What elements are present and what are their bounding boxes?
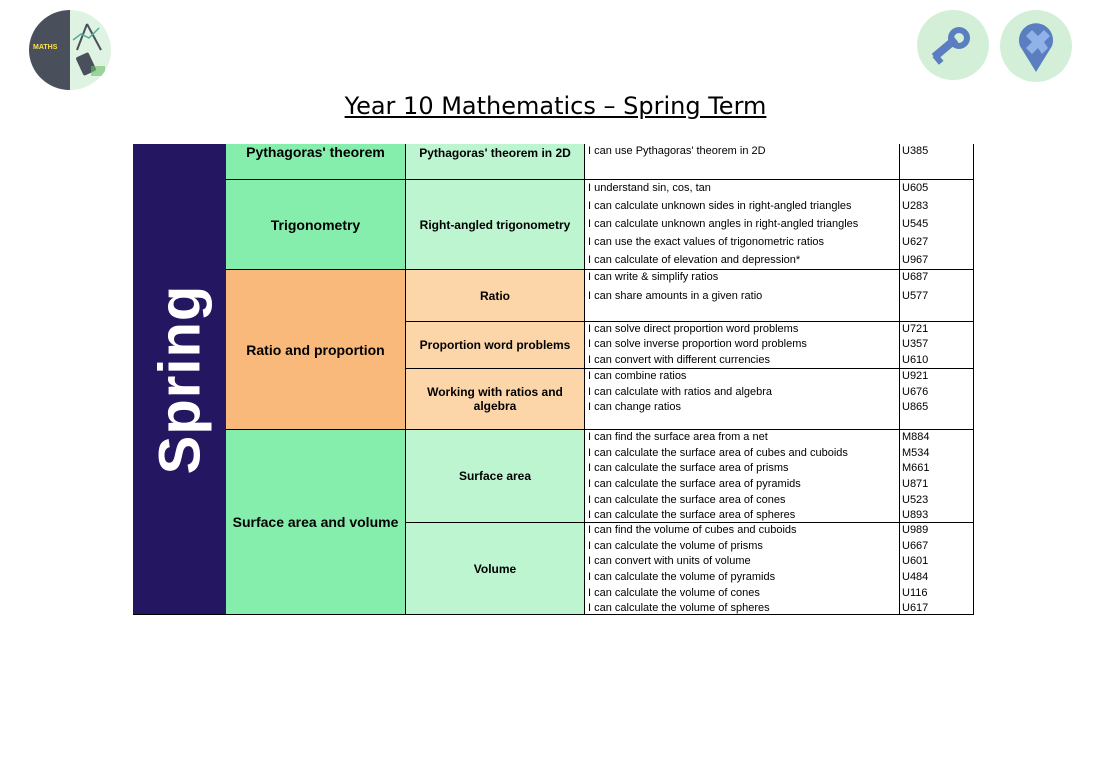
logo-text: MATHS [33, 44, 58, 51]
statement: I can calculate the volume of spheres [588, 602, 770, 614]
statement: I can calculate of elevation and depression* [588, 254, 801, 266]
skill-code: U545 [902, 218, 929, 230]
skill-code: U283 [902, 200, 929, 212]
location-logo [1000, 10, 1072, 82]
skill-code: M884 [902, 431, 930, 443]
group-divider [585, 368, 974, 369]
code-column-divider [899, 144, 900, 615]
skill-code: U601 [902, 555, 929, 567]
statement: I can calculate the surface area of prisms [588, 462, 789, 474]
skill-code: U577 [902, 290, 929, 302]
statement: I can convert with different currencies [588, 354, 770, 366]
skill-code: U893 [902, 509, 929, 521]
skill-code: U921 [902, 370, 929, 382]
skill-code: M534 [902, 447, 930, 459]
statement: I can calculate the surface area of spheres [588, 509, 796, 521]
page-title: Year 10 Mathematics – Spring Term [344, 92, 767, 120]
group-divider [585, 522, 974, 523]
group-divider [585, 429, 974, 430]
skill-code: U967 [902, 254, 929, 266]
skill-code: U989 [902, 524, 929, 536]
subtopic-ratio: Ratio [406, 270, 585, 322]
skill-code: U617 [902, 602, 929, 614]
subtopic-surface-area: Surface area [406, 430, 585, 523]
skill-code: U667 [902, 540, 929, 552]
statement: I can calculate unknown sides in right-angled triangles [588, 200, 852, 212]
table-bottom-border [133, 614, 974, 615]
skill-code: U357 [902, 338, 929, 350]
skill-code: U627 [902, 236, 929, 248]
statement: I can use Pythagoras' theorem in 2D [588, 145, 766, 157]
maths-logo [29, 10, 111, 90]
statement: I can find the surface area from a net [588, 431, 768, 443]
statement: I can calculate the volume of prisms [588, 540, 763, 552]
table-right-border [973, 144, 974, 615]
statement: I can change ratios [588, 401, 681, 413]
skill-code: U871 [902, 478, 929, 490]
skill-code: U116 [902, 587, 928, 599]
statement: I can calculate the surface area of pyramids [588, 478, 801, 490]
statement: I can write & simplify ratios [588, 271, 719, 283]
statement: I can solve direct proportion word problems [588, 323, 799, 335]
skill-code: U721 [902, 323, 929, 335]
topic-trigonometry: Trigonometry [226, 180, 406, 270]
statement: I can find the volume of cubes and cuboids [588, 524, 797, 536]
skill-code: U484 [902, 571, 929, 583]
term-label: Spring [147, 284, 213, 475]
skill-code: U865 [902, 401, 929, 413]
skill-code: U605 [902, 182, 929, 194]
subtopic-volume: Volume [406, 523, 585, 615]
statement: I can calculate unknown angles in right-angled triangles [588, 218, 859, 230]
statement: I can solve inverse proportion word problems [588, 338, 807, 350]
subtopic-pythagoras-2d: Pythagoras' theorem in 2D [406, 144, 585, 180]
statement: I can calculate with ratios and algebra [588, 386, 773, 398]
statement: I can calculate the surface area of cubes and cuboids [588, 447, 848, 459]
group-divider [585, 321, 974, 322]
group-divider [585, 179, 974, 180]
skill-code: U687 [902, 271, 929, 283]
topic-pythagoras: Pythagoras' theorem [226, 144, 406, 180]
skill-code: U676 [902, 386, 929, 398]
key-icon [917, 10, 989, 80]
statement: I understand sin, cos, tan [588, 182, 711, 194]
topic-surface-area-volume: Surface area and volume [226, 430, 406, 615]
topic-ratio-proportion: Ratio and proportion [226, 270, 406, 430]
group-divider [585, 269, 974, 270]
statement: I can convert with units of volume [588, 555, 751, 567]
statement: I can combine ratios [588, 370, 687, 382]
skill-code: U610 [902, 354, 929, 366]
statement: I can calculate the surface area of cones [588, 494, 786, 506]
subtopic-proportion-word-problems: Proportion word problems [406, 322, 585, 369]
skill-code: U523 [902, 494, 929, 506]
subtopic-right-angled-trig: Right-angled trigonometry [406, 180, 585, 270]
key-logo [917, 10, 989, 80]
statement: I can share amounts in a given ratio [588, 290, 763, 302]
skill-code: U385 [902, 145, 929, 157]
map-pin-icon [1000, 10, 1072, 82]
subtopic-ratios-algebra: Working with ratios and algebra [406, 369, 585, 430]
skill-code: M661 [902, 462, 930, 474]
statement: I can calculate the volume of pyramids [588, 571, 776, 583]
statement: I can use the exact values of trigonometric ratios [588, 236, 825, 248]
statement: I can calculate the volume of cones [588, 587, 760, 599]
